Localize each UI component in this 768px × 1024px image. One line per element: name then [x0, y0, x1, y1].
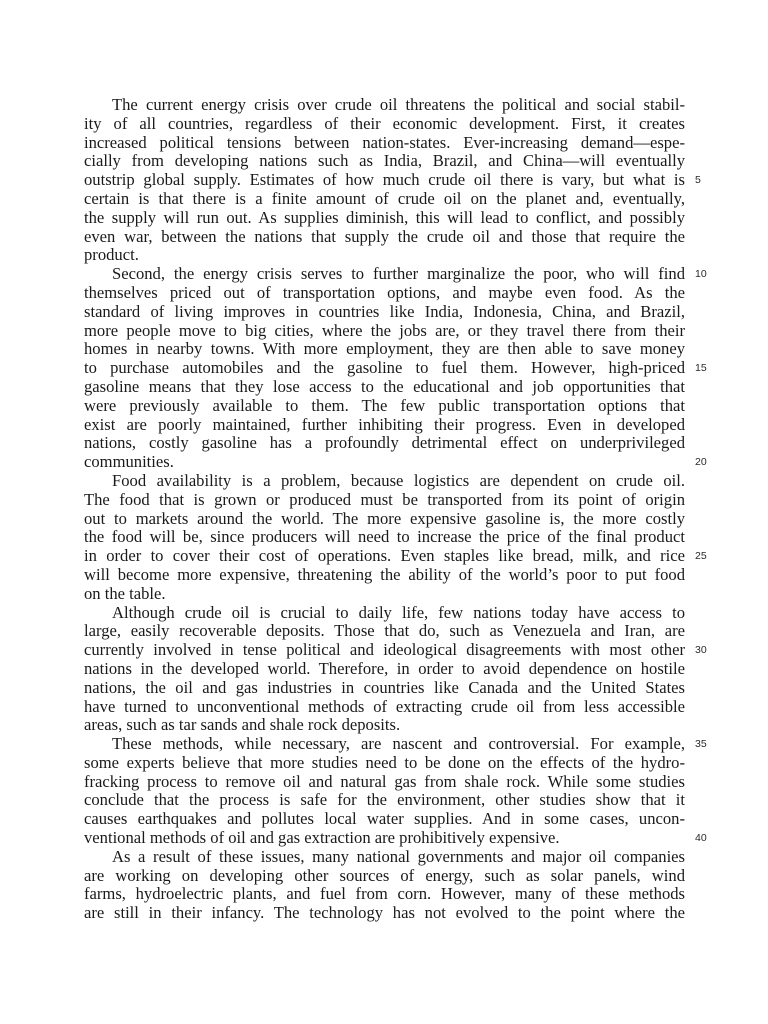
- passage-line: [84, 452, 707, 472]
- passage-line-text: Second, the energy crisis serves to further marginalize the poor, who will find: [112, 264, 685, 284]
- passage-line-text: the food will be, since producers will need to increase the price of the final product: [84, 527, 685, 547]
- passage-line-text: Food availability is a problem, because logistics are dependent on crude oil.: [112, 470, 685, 490]
- passage-line: [84, 716, 685, 735]
- passage-line-text: communities.: [84, 452, 174, 472]
- passage-line-text: The current energy crisis over crude oil threatens the political and social stabil-: [112, 95, 685, 114]
- passage-line-text: even war, between the nations that supply the crude oil and those that require the: [84, 226, 685, 246]
- line-number: 10: [695, 268, 707, 281]
- passage-line: [84, 303, 685, 322]
- passage-line: [84, 209, 685, 228]
- passage-line-text: nations, costly gasoline has a profoundly detrimental effect on underprivileged: [84, 433, 685, 453]
- passage-line-text: are working on developing other sources of energy, such as solar panels, wind: [84, 865, 685, 885]
- passage-line-text: standard of living improves in countries like India, Indonesia, China, and Brazil,: [84, 301, 685, 321]
- passage-line: [84, 358, 707, 378]
- passage-line: [84, 848, 685, 867]
- reading-passage: [84, 95, 707, 923]
- passage-line-text: As a result of these issues, many national governments and major oil companies: [112, 846, 685, 866]
- passage-line-text: farms, hydroelectric plants, and fuel from corn. However, many of these methods: [84, 884, 685, 904]
- passage-line-text: currently involved in tense political and ideological disagreements with most other: [84, 640, 685, 660]
- passage-line-text: out to markets around the world. The more expensive gasoline is, the more costly: [84, 508, 685, 528]
- passage-line-text: on the table.: [84, 583, 166, 603]
- passage-line: [84, 491, 685, 510]
- passage-line-text: areas, such as tar sands and shale rock deposits.: [84, 715, 401, 735]
- passage-line: [84, 660, 685, 679]
- passage-line: [84, 228, 685, 247]
- passage-line: [84, 566, 685, 585]
- passage-line-text: homes in nearby towns. With more employment, they are then able to save money: [84, 339, 685, 359]
- passage-line: [84, 190, 685, 209]
- passage-line: [84, 528, 685, 547]
- line-number: 40: [695, 832, 707, 845]
- passage-line: [84, 378, 685, 397]
- passage-line: [84, 246, 685, 265]
- passage-line-text: to purchase automobiles and the gasoline to fuel them. However, high-priced: [84, 358, 685, 378]
- passage-line: [84, 810, 685, 829]
- passage-line: [84, 284, 685, 303]
- passage-line: [84, 170, 701, 190]
- passage-line: [84, 828, 707, 848]
- passage-line: [84, 867, 685, 886]
- passage-line-text: outstrip global supply. Estimates of how much crude oil there is vary, but what is: [84, 170, 685, 190]
- passage-line-text: in order to cover their cost of operations. Even staples like bread, milk, and rice: [84, 546, 685, 566]
- passage-line: [84, 152, 685, 171]
- line-number: 25: [695, 550, 707, 563]
- passage-line: [84, 585, 685, 604]
- line-number: 35: [695, 738, 707, 751]
- passage-line: [84, 698, 685, 717]
- passage-line-text: Although crude oil is crucial to daily life, few nations today have access to: [112, 602, 685, 622]
- passage-line: [84, 115, 685, 134]
- passage-line-text: are still in their infancy. The technology has not evolved to the point where the: [84, 903, 685, 923]
- passage-line-text: large, easily recoverable deposits. Those that do, such as Venezuela and Iran, are: [84, 621, 685, 641]
- passage-line-text: gasoline means that they lose access to the educational and job opportunities that: [84, 376, 685, 396]
- passage-line: [84, 904, 685, 923]
- passage-line: [84, 322, 685, 341]
- passage-line-text: These methods, while necessary, are nascent and controversial. For example,: [112, 734, 685, 754]
- passage-line-text: nations in the developed world. Therefore, in order to avoid dependence on hostile: [84, 658, 685, 678]
- passage-line: [84, 397, 685, 416]
- passage-line: [84, 622, 685, 641]
- passage-line-text: ity of all countries, regardless of their economic development. First, it creates: [84, 113, 685, 133]
- passage-line-text: ventional methods of oil and gas extraction are prohibitively expensive.: [84, 828, 560, 848]
- line-number: 15: [695, 362, 707, 375]
- passage-line-text: have turned to unconventional methods of extracting crude oil from less accessible: [84, 696, 685, 716]
- line-number: 5: [695, 174, 701, 187]
- passage-line: [84, 773, 685, 792]
- passage-line-text: exist are poorly maintained, further inhibiting their progress. Even in developed: [84, 414, 685, 434]
- passage-line: [84, 640, 707, 660]
- passage-line: [84, 416, 685, 435]
- passage-line-text: causes earthquakes and pollutes local water supplies. And in some cases, uncon-: [84, 809, 685, 829]
- line-number: 20: [695, 456, 707, 469]
- passage-line: [84, 472, 685, 491]
- passage-line: [84, 510, 685, 529]
- passage-line-text: more people move to big cities, where the jobs are, or they travel there from their: [84, 320, 685, 340]
- passage-line-text: were previously available to them. The few public transportation options that: [84, 395, 685, 415]
- line-number: 30: [695, 644, 707, 657]
- passage-line-text: The food that is grown or produced must be transported from its point of origin: [84, 489, 685, 509]
- passage-line: [84, 754, 685, 773]
- passage-line-text: cially from developing nations such as India, Brazil, and China—will eventually: [84, 151, 685, 171]
- passage-line: [84, 734, 707, 754]
- passage-line-text: conclude that the process is safe for the environment, other studies show that it: [84, 790, 685, 810]
- passage-line-text: increased political tensions between nation-states. Ever-increasing demand—espe-: [84, 132, 685, 152]
- passage-line: [84, 885, 685, 904]
- passage-line-text: will become more expensive, threatening the ability of the world’s poor to put food: [84, 564, 685, 584]
- passage-line-text: certain is that there is a finite amount of crude oil on the planet and, eventually,: [84, 188, 685, 208]
- passage-line: [84, 96, 685, 115]
- passage-line: [84, 340, 685, 359]
- passage-line: [84, 434, 685, 453]
- passage-line: [84, 546, 707, 566]
- passage-line: [84, 134, 685, 153]
- passage-line-text: the supply will run out. As supplies diminish, this will lead to conflict, and possibly: [84, 207, 685, 227]
- passage-line-text: nations, the oil and gas industries in countries like Canada and the United States: [84, 677, 685, 697]
- passage-line-text: some experts believe that more studies need to be done on the effects of the hydro-: [84, 752, 685, 772]
- passage-line: [84, 791, 685, 810]
- passage-line-text: product.: [84, 245, 139, 265]
- passage-line: [84, 264, 707, 284]
- passage-line: [84, 604, 685, 623]
- passage-line-text: themselves priced out of transportation options, and maybe even food. As the: [84, 282, 685, 302]
- passage-line: [84, 679, 685, 698]
- passage-line-text: fracking process to remove oil and natural gas from shale rock. While some studies: [84, 771, 685, 791]
